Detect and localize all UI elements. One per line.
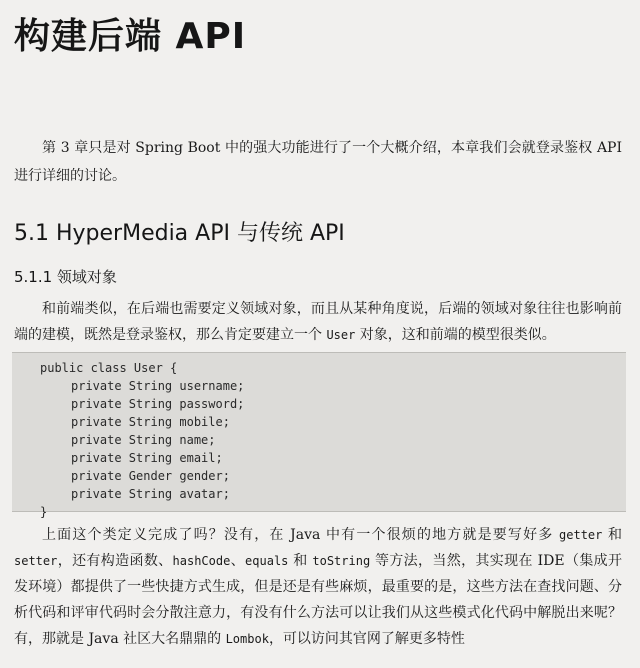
para1-text-before: 和前端类似，在后端也需要定义领域对象，而且从某种角度说，后端的领域对象往往也影响前端的建模，既然是登录鉴权，那么肯定要建立一个 — [14, 301, 622, 343]
code-line: private String mobile; — [71, 415, 230, 429]
para2-text: 、 — [230, 553, 246, 569]
para2-text: 上面这个类定义完成了吗？没有，在 Java 中有一个很烦的地方就是要写好多 — [42, 527, 560, 543]
inline-code-lombok: Lombok — [225, 632, 269, 646]
intro-paragraph: 第 3 章只是对 Spring Boot 中的强大功能进行了一个大概介绍，本章我们会就登录鉴权 API 进行详细的讨论。 — [14, 140, 622, 184]
para2-text: ，可以访问其官网了解更多特性 — [268, 631, 465, 647]
inline-code-equals: equals — [245, 554, 289, 568]
code-line: private String email; — [71, 451, 223, 465]
para2-text: 和 — [602, 527, 622, 543]
code-line: private Gender gender; — [71, 469, 230, 483]
inline-code-hashcode: hashCode — [172, 554, 231, 568]
section-title: 5.1 HyperMedia API 与传统 API — [14, 221, 345, 246]
code-line: private String username; — [71, 379, 245, 393]
para1-text-after: 对象，这和前端的模型很类似。 — [355, 327, 556, 343]
inline-code-tostring: toString — [312, 554, 371, 568]
body-paragraph-2 — [14, 522, 622, 652]
code-line: private String avatar; — [71, 487, 230, 501]
para2-text: ，还有构造函数、 — [57, 553, 173, 569]
code-line: private String name; — [71, 433, 216, 447]
inline-code-user: User — [326, 328, 356, 342]
code-line: public class User { — [40, 361, 178, 375]
inline-code-getter: getter — [559, 528, 603, 542]
code-line: } — [40, 505, 48, 519]
para2-text: 等方法，当然，其实现在 IDE（集成开发环境）都提供了一些快捷方式生成，但是还是有些麻烦，最重要的是，这些方法在查找问题、分析代码和评审代码时会分散注意力，有没有什么方法可以让我们从这些模式化代码中解脱出来呢？有，那就是 Java 社区大名鼎鼎的 — [14, 553, 623, 647]
inline-code-setter: setter — [14, 554, 58, 568]
code-line: private String password; — [71, 397, 245, 411]
body-paragraph-1 — [14, 296, 622, 348]
para2-text: 和 — [288, 553, 313, 569]
subsection-title: 5.1.1 领域对象 — [14, 268, 117, 286]
chapter-title: 构建后端 API — [14, 16, 247, 57]
code-block — [12, 352, 626, 519]
